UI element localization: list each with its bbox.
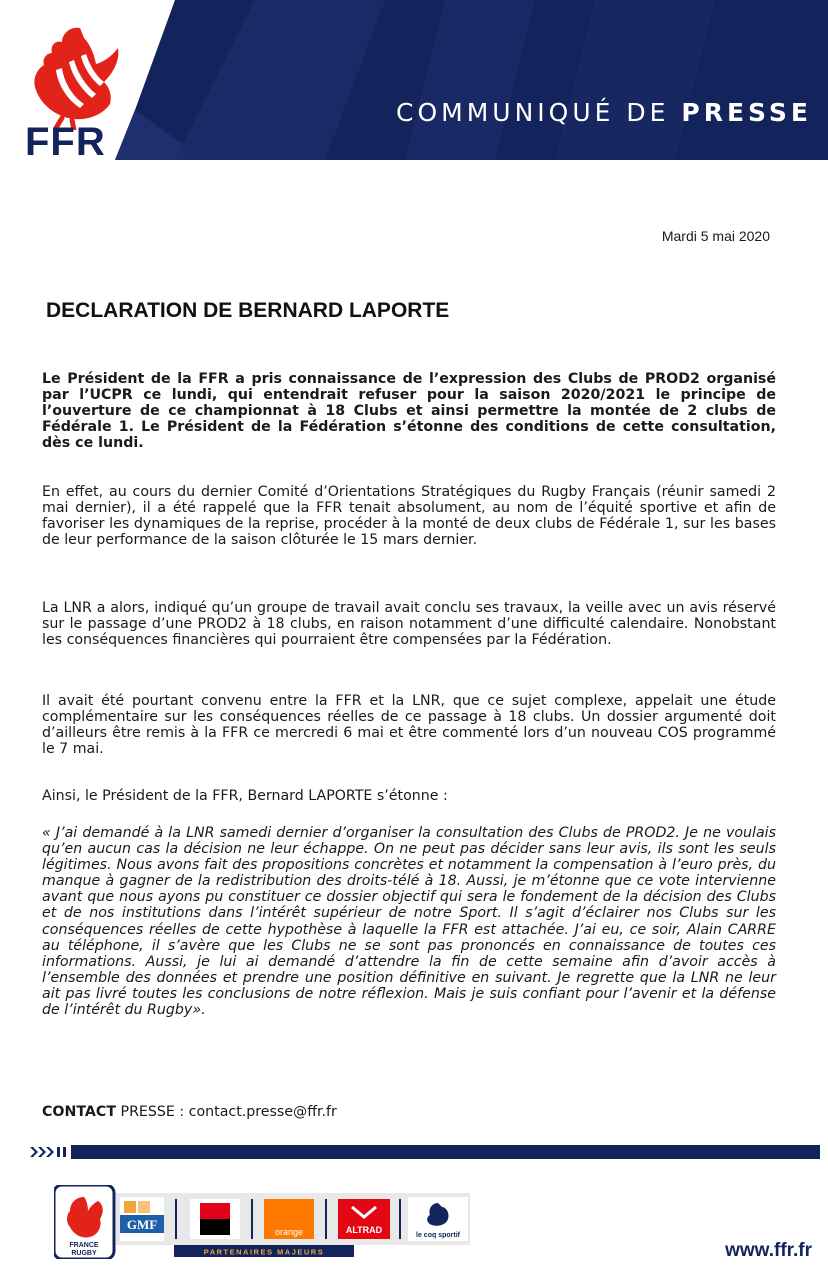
france-rugby-logo <box>67 1197 103 1257</box>
website-link[interactable]: www.ffr.fr <box>725 1240 812 1261</box>
contact-label: CONTACT <box>42 1104 116 1120</box>
page-title: DECLARATION DE BERNARD LAPORTE <box>46 299 450 322</box>
orange-logo <box>264 1199 314 1239</box>
body-paragraph-4: Ainsi, le Président de la FFR, Bernard LAPORTE s’étonne : <box>42 788 448 804</box>
contact-label-press: PRESSE : <box>116 1104 189 1120</box>
partners-caption: PARTENAIRES MAJEURS <box>203 1247 325 1257</box>
body-paragraph-1: En effet, au cours du dernier Comité d’Orientations Stratégiques du Rugby Français (réunir samedi 2 mai dernier), il a été rappelé que la FFR tenait absolument, au nom de l’équité sportive et afin de favoriser les dynamiques de la reprise, procéder à la monté de deux clubs de Fédérale 1, sur les bases de leur performance de la saison clôturée le 15 mars dernier. <box>42 484 776 549</box>
body-paragraph-2: La LNR a alors, indiqué qu’un groupe de travail avait conclu ses travaux, la veille avec un avis réservé sur le passage d’une PROD2 à 18 clubs, en raison notamment d’une difficulté calendaire. Nonobstant les conséquences financières qui pourraient être compensées par la Fédération. <box>42 600 776 649</box>
intro-paragraph: Le Président de la FFR a pris connaissance de l’expression des Clubs de PROD2 organisé par l’UCPR ce lundi, qui entendrait refuser pour la saison 2020/2021 le principe de l’ouverture de ce championnat à 18 Clubs et ainsi permettre la montée de 2 clubs de Fédérale 1. Le Président de la Fédération s’étonne des conditions de cette consultation, dès ce lundi. <box>42 371 776 452</box>
le-coq-sportif-logo <box>408 1197 468 1241</box>
body-paragraph-3: Il avait été pourtant convenu entre la FFR et la LNR, que ce sujet complexe, appelait une étude complémentaire sur les conséquences réelles de ce passage à 18 clubs. Un dossier argumenté doit d’ailleurs être remis à la FFR ce mercredi 6 mai et être commenté lors d’un nouveau COS programmé le 7 mai. <box>42 693 776 758</box>
header-title-light: COMMUNIQUÉ DE <box>396 98 682 127</box>
svg-text:FRANCE: FRANCE <box>69 1242 99 1249</box>
date: Mardi 5 mai 2020 <box>661 228 770 244</box>
footer-bar <box>30 1145 820 1159</box>
svg-text:GMF: GMF <box>126 1217 158 1232</box>
quote-paragraph: « J’ai demandé à la LNR samedi dernier d’organiser la consultation des Clubs de PROD2. Je ne voulais qu’en aucun cas la décision ne leur échappe. On ne peut pas décider sans leur avis, ils sont les seuls légitimes. Nous avons fait des propositions concrètes et notamment la compensation à l’euro près, du manque à gagner de la redistribution des droits-télé à 18. Aussi, je m’étonne que ce vote intervienne avant que nous ayons pu constituer ce dossier objectif qui sera le fondement de la décision des Clubs et de nos institutions dans l’intérêt supérieur de notre Sport. Il s’agit d’éclairer nos Clubs sur les conséquences réelles de cette hypothèse à laquelle la FFR est attachée. J’ai eu, ce soir, Alain CARRE au téléphone, il s’avère que les Clubs ne se sont pas prononcés en connaissance de toutes ces informations. Aussi, je lui ai demandé d’attendre la fin de cette semaine afin d’avoir accès à l’ensemble des données et prendre une position définitive en suivant. Je regrette que la LNR ne leur ait pas livré toutes les conclusions de notre réflexion. Mais je suis confiant pour l’avenir et la défense de l’intérêt du Rugby». <box>42 825 776 1019</box>
svg-text:orange: orange <box>274 1227 304 1237</box>
header-banner <box>115 0 828 160</box>
gmf-logo <box>120 1197 164 1241</box>
svg-text:ALTRAD: ALTRAD <box>345 1225 383 1235</box>
societe-generale-logo <box>190 1199 240 1239</box>
header-title <box>396 100 812 125</box>
svg-text:le coq sportif: le coq sportif <box>416 1232 460 1239</box>
header-title-bold: PRESSE <box>681 98 812 127</box>
contact-email-link[interactable]: contact.presse@ffr.fr <box>188 1104 337 1120</box>
ffr-logo-text: FFR <box>25 120 106 164</box>
contact-line <box>42 1104 337 1120</box>
partners-banner <box>54 1185 474 1259</box>
altrad-logo <box>338 1199 390 1239</box>
svg-text:RUGBY: RUGBY <box>71 1250 97 1257</box>
